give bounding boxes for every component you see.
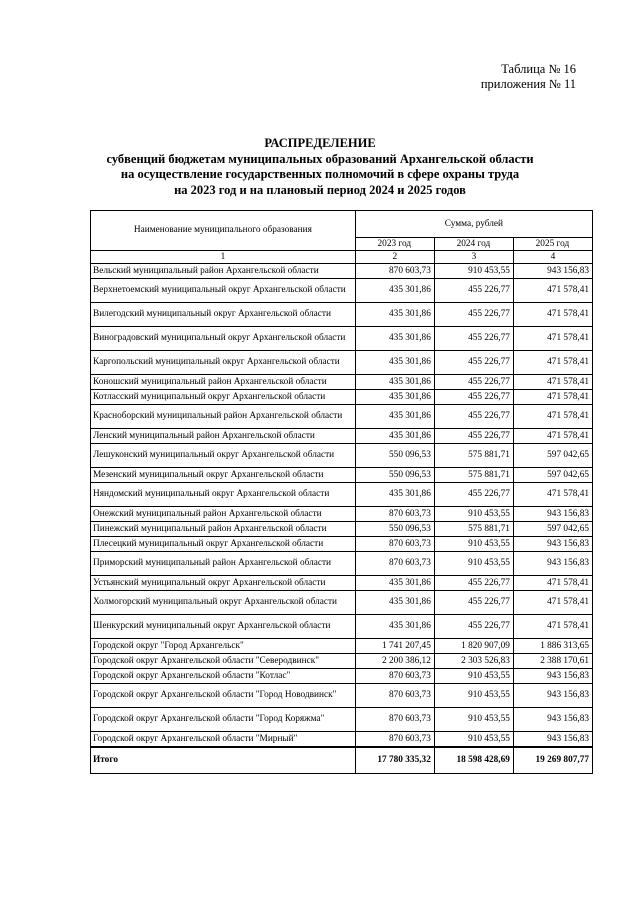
table-row: [91, 615, 593, 639]
table-row: [91, 522, 593, 537]
row-name: Шенкурский муниципальный округ Архангельской области: [91, 615, 356, 639]
appendix-number: приложения № 11: [480, 77, 576, 91]
row-name: Устьянский муниципальный округ Архангельской области: [91, 576, 356, 591]
total-2023: 17 780 335,32: [355, 747, 434, 774]
table-row: [91, 429, 593, 444]
row-value-2024: 910 453,55: [434, 684, 513, 708]
row-value-2024: 910 453,55: [434, 669, 513, 684]
row-value-2025: 943 156,83: [513, 264, 592, 279]
table-reference: [481, 62, 576, 92]
row-value-2024: 910 453,55: [434, 264, 513, 279]
row-name: Городской округ "Город Архангельск": [91, 639, 356, 654]
row-value-2023: 870 603,73: [355, 669, 434, 684]
row-value-2023: 435 301,86: [355, 351, 434, 375]
table-row: [91, 405, 593, 429]
column-numbers-row: [91, 251, 593, 264]
row-value-2025: 471 578,41: [513, 483, 592, 507]
heading-line-4: на 2023 год и на плановый период 2024 и 2025 годов: [174, 182, 466, 197]
total-label: Итого: [91, 747, 356, 774]
table-row: [91, 444, 593, 468]
row-name: Каргопольский муниципальный округ Архангельской области: [91, 351, 356, 375]
row-value-2024: 455 226,77: [434, 483, 513, 507]
row-value-2024: 455 226,77: [434, 576, 513, 591]
row-value-2023: 435 301,86: [355, 327, 434, 351]
row-name: Мезенский муниципальный округ Архангельской области: [91, 468, 356, 483]
row-value-2024: 910 453,55: [434, 537, 513, 552]
col-header-2024: 2024 год: [434, 238, 513, 251]
row-value-2024: 455 226,77: [434, 303, 513, 327]
row-name: Городской округ Архангельской области "Город Коряжма": [91, 708, 356, 732]
table-row: [91, 639, 593, 654]
row-name: Приморский муниципальный район Архангельской области: [91, 552, 356, 576]
row-name: Няндомский муниципальный округ Архангельской области: [91, 483, 356, 507]
row-value-2023: 870 603,73: [355, 507, 434, 522]
row-value-2023: 870 603,73: [355, 552, 434, 576]
row-value-2023: 435 301,86: [355, 405, 434, 429]
row-name: Вилегодский муниципальный округ Архангельской области: [91, 303, 356, 327]
row-value-2025: 471 578,41: [513, 576, 592, 591]
row-value-2025: 943 156,83: [513, 507, 592, 522]
row-value-2025: 471 578,41: [513, 375, 592, 390]
row-value-2023: 550 096,53: [355, 522, 434, 537]
row-value-2023: 550 096,53: [355, 444, 434, 468]
row-value-2025: 471 578,41: [513, 615, 592, 639]
row-value-2024: 455 226,77: [434, 591, 513, 615]
row-value-2023: 870 603,73: [355, 537, 434, 552]
col-header-2025: 2025 год: [513, 238, 592, 251]
row-value-2025: 471 578,41: [513, 591, 592, 615]
col-number-2: 2: [355, 251, 434, 264]
row-value-2023: 870 603,73: [355, 732, 434, 748]
row-name: Виноградовский муниципальный округ Архангельской области: [91, 327, 356, 351]
table-row: [91, 708, 593, 732]
row-value-2023: 435 301,86: [355, 375, 434, 390]
table-row: [91, 537, 593, 552]
table-row: [91, 264, 593, 279]
row-value-2025: 1 886 313,65: [513, 639, 592, 654]
table-row: [91, 654, 593, 669]
row-value-2025: 943 156,83: [513, 708, 592, 732]
row-value-2024: 455 226,77: [434, 390, 513, 405]
table-row: [91, 576, 593, 591]
row-name: Красноборский муниципальный район Архангельской области: [91, 405, 356, 429]
table-row: [91, 303, 593, 327]
row-name: Коношский муниципальный район Архангельской области: [91, 375, 356, 390]
row-value-2023: 2 200 386,12: [355, 654, 434, 669]
row-value-2024: 910 453,55: [434, 732, 513, 748]
table-row: [91, 732, 593, 748]
row-value-2025: 471 578,41: [513, 351, 592, 375]
row-value-2024: 1 820 907,09: [434, 639, 513, 654]
heading-line-2: субвенций бюджетам муниципальных образований Архангельской области: [106, 151, 534, 166]
row-value-2024: 455 226,77: [434, 279, 513, 303]
row-name: Городской округ Архангельской области "Город Новодвинск": [91, 684, 356, 708]
row-value-2024: 455 226,77: [434, 429, 513, 444]
row-value-2023: 870 603,73: [355, 708, 434, 732]
row-value-2024: 575 881,71: [434, 468, 513, 483]
row-value-2024: 575 881,71: [434, 522, 513, 537]
subsidy-table: [90, 210, 593, 774]
row-value-2025: 2 388 170,61: [513, 654, 592, 669]
row-value-2024: 910 453,55: [434, 552, 513, 576]
row-value-2025: 943 156,83: [513, 552, 592, 576]
row-value-2023: 435 301,86: [355, 279, 434, 303]
col-header-sum: Сумма, рублей: [355, 211, 592, 238]
row-value-2024: 455 226,77: [434, 327, 513, 351]
row-name: Городской округ Архангельской области "Котлас": [91, 669, 356, 684]
col-header-name: Наименование муниципального образования: [91, 211, 356, 251]
row-value-2025: 943 156,83: [513, 537, 592, 552]
row-value-2025: 943 156,83: [513, 669, 592, 684]
row-value-2025: 597 042,65: [513, 444, 592, 468]
row-name: Верхнетоемский муниципальный округ Архангельской области: [91, 279, 356, 303]
row-value-2025: 471 578,41: [513, 279, 592, 303]
table-row: [91, 507, 593, 522]
row-value-2025: 943 156,83: [513, 684, 592, 708]
row-value-2023: 435 301,86: [355, 483, 434, 507]
row-value-2023: 435 301,86: [355, 615, 434, 639]
row-value-2025: 597 042,65: [513, 522, 592, 537]
table-row: [91, 375, 593, 390]
row-value-2025: 471 578,41: [513, 390, 592, 405]
row-name: Городской округ Архангельской области "Северодвинск": [91, 654, 356, 669]
row-value-2023: 870 603,73: [355, 264, 434, 279]
row-name: Вельский муниципальный район Архангельской области: [91, 264, 356, 279]
row-value-2024: 455 226,77: [434, 405, 513, 429]
row-name: Онежский муниципальный район Архангельской области: [91, 507, 356, 522]
row-name: Котласский муниципальный округ Архангельской области: [91, 390, 356, 405]
col-number-4: 4: [513, 251, 592, 264]
col-number-1: 1: [91, 251, 356, 264]
row-name: Городской округ Архангельской области "Мирный": [91, 732, 356, 748]
table-row: [91, 468, 593, 483]
table-row: [91, 684, 593, 708]
row-value-2024: 2 303 526,83: [434, 654, 513, 669]
total-2024: 18 598 428,69: [434, 747, 513, 774]
row-name: Ленский муниципальный район Архангельской области: [91, 429, 356, 444]
row-value-2025: 471 578,41: [513, 303, 592, 327]
row-value-2025: 597 042,65: [513, 468, 592, 483]
table-row: [91, 327, 593, 351]
row-value-2023: 870 603,73: [355, 684, 434, 708]
row-value-2024: 455 226,77: [434, 351, 513, 375]
row-value-2024: 910 453,55: [434, 507, 513, 522]
row-value-2025: 471 578,41: [513, 327, 592, 351]
table-row: [91, 552, 593, 576]
row-name: Лешуконский муниципальный округ Архангельской области: [91, 444, 356, 468]
table-row: [91, 351, 593, 375]
row-value-2025: 471 578,41: [513, 429, 592, 444]
row-value-2024: 455 226,77: [434, 375, 513, 390]
row-value-2023: 1 741 207,45: [355, 639, 434, 654]
row-value-2025: 943 156,83: [513, 732, 592, 748]
document-heading: [0, 136, 640, 198]
row-value-2023: 435 301,86: [355, 591, 434, 615]
table-row: [91, 669, 593, 684]
table-number: Таблица № 16: [501, 62, 576, 76]
row-name: Холмогорский муниципальный округ Архангельской области: [91, 591, 356, 615]
row-value-2023: 435 301,86: [355, 390, 434, 405]
row-name: Плесецкий муниципальный округ Архангельской области: [91, 537, 356, 552]
row-value-2023: 435 301,86: [355, 429, 434, 444]
col-header-2023: 2023 год: [355, 238, 434, 251]
table-row: [91, 390, 593, 405]
total-row: [91, 747, 593, 774]
total-2025: 19 269 807,77: [513, 747, 592, 774]
heading-title: РАСПРЕДЕЛЕНИЕ: [264, 136, 376, 150]
heading-line-3: на осуществление государственных полномочий в сфере охраны труда: [120, 167, 520, 181]
table-row: [91, 279, 593, 303]
row-name: Пинежский муниципальный район Архангельской области: [91, 522, 356, 537]
header-row: [91, 211, 593, 238]
row-value-2023: 435 301,86: [355, 576, 434, 591]
row-value-2024: 910 453,55: [434, 708, 513, 732]
table-row: [91, 483, 593, 507]
row-value-2023: 435 301,86: [355, 303, 434, 327]
row-value-2023: 550 096,53: [355, 468, 434, 483]
row-value-2024: 575 881,71: [434, 444, 513, 468]
table-row: [91, 591, 593, 615]
col-number-3: 3: [434, 251, 513, 264]
row-value-2024: 455 226,77: [434, 615, 513, 639]
row-value-2025: 471 578,41: [513, 405, 592, 429]
